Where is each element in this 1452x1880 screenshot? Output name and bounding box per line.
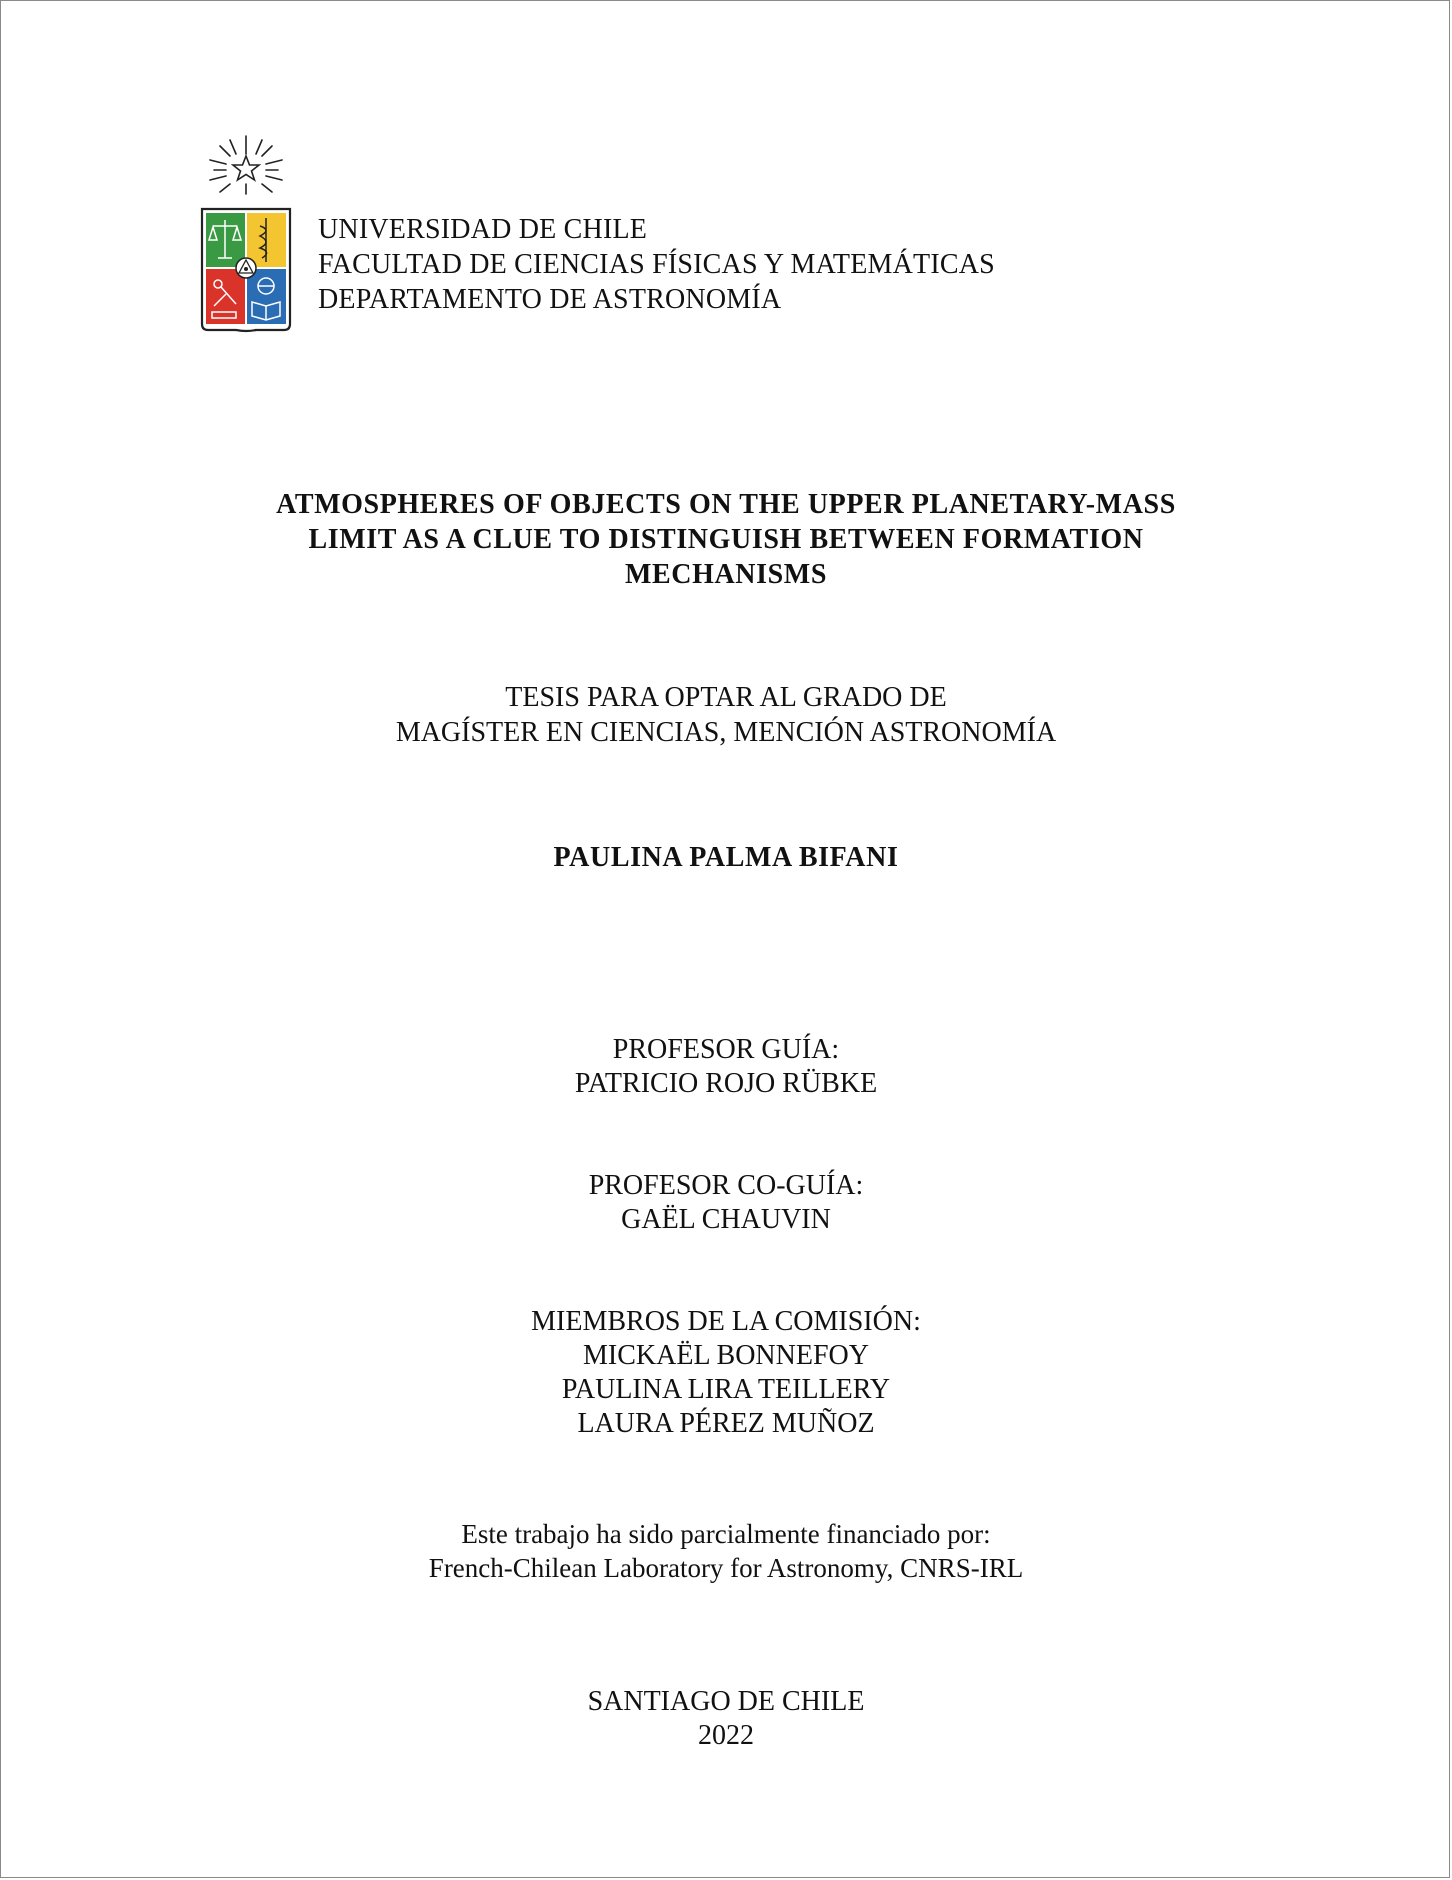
funding-line: French-Chilean Laboratory for Astronomy, CNRS-IRL bbox=[428, 1553, 1024, 1583]
thesis-title bbox=[0, 487, 1452, 592]
committee-member: LAURA PÉREZ MUÑOZ bbox=[577, 1408, 875, 1439]
title-line: MECHANISMS bbox=[624, 559, 827, 590]
title-line: ATMOSPHERES OF OBJECTS ON THE UPPER PLANETARY-MASS bbox=[276, 489, 1176, 520]
university-coat-of-arms-icon bbox=[196, 134, 296, 334]
funding-line: Este trabajo ha sido parcialmente financiado por: bbox=[461, 1519, 991, 1549]
title-line: LIMIT AS A CLUE TO DISTINGUISH BETWEEN FORMATION bbox=[308, 524, 1144, 555]
committee-member: PAULINA LIRA TEILLERY bbox=[561, 1374, 891, 1405]
guide-section bbox=[0, 1033, 1452, 1101]
degree-statement bbox=[0, 680, 1452, 750]
coguide-section bbox=[0, 1169, 1452, 1237]
committee-section bbox=[0, 1305, 1452, 1441]
guide-label: PROFESOR GUÍA: bbox=[612, 1034, 840, 1065]
committee-member: MICKAËL BONNEFOY bbox=[583, 1340, 869, 1371]
place-and-year bbox=[0, 1685, 1452, 1753]
author-name: PAULINA PALMA BIFANI bbox=[553, 842, 899, 873]
funding-note bbox=[0, 1517, 1452, 1585]
year: 2022 bbox=[698, 1720, 754, 1751]
university-name: UNIVERSIDAD DE CHILE bbox=[318, 214, 648, 245]
guide-name: PATRICIO ROJO RÜBKE bbox=[574, 1068, 878, 1099]
department-name: DEPARTAMENTO DE ASTRONOMÍA bbox=[318, 284, 782, 315]
coguide-name: GAËL CHAUVIN bbox=[621, 1204, 831, 1235]
degree-line: MAGÍSTER EN CIENCIAS, MENCIÓN ASTRONOMÍA bbox=[395, 717, 1057, 748]
institution-header bbox=[318, 212, 995, 317]
degree-line: TESIS PARA OPTAR AL GRADO DE bbox=[505, 682, 947, 713]
committee-label: MIEMBROS DE LA COMISIÓN: bbox=[531, 1306, 921, 1337]
coguide-label: PROFESOR CO-GUÍA: bbox=[588, 1170, 864, 1201]
faculty-name: FACULTAD DE CIENCIAS FÍSICAS Y MATEMÁTICAS bbox=[318, 249, 995, 280]
city: SANTIAGO DE CHILE bbox=[587, 1686, 865, 1717]
